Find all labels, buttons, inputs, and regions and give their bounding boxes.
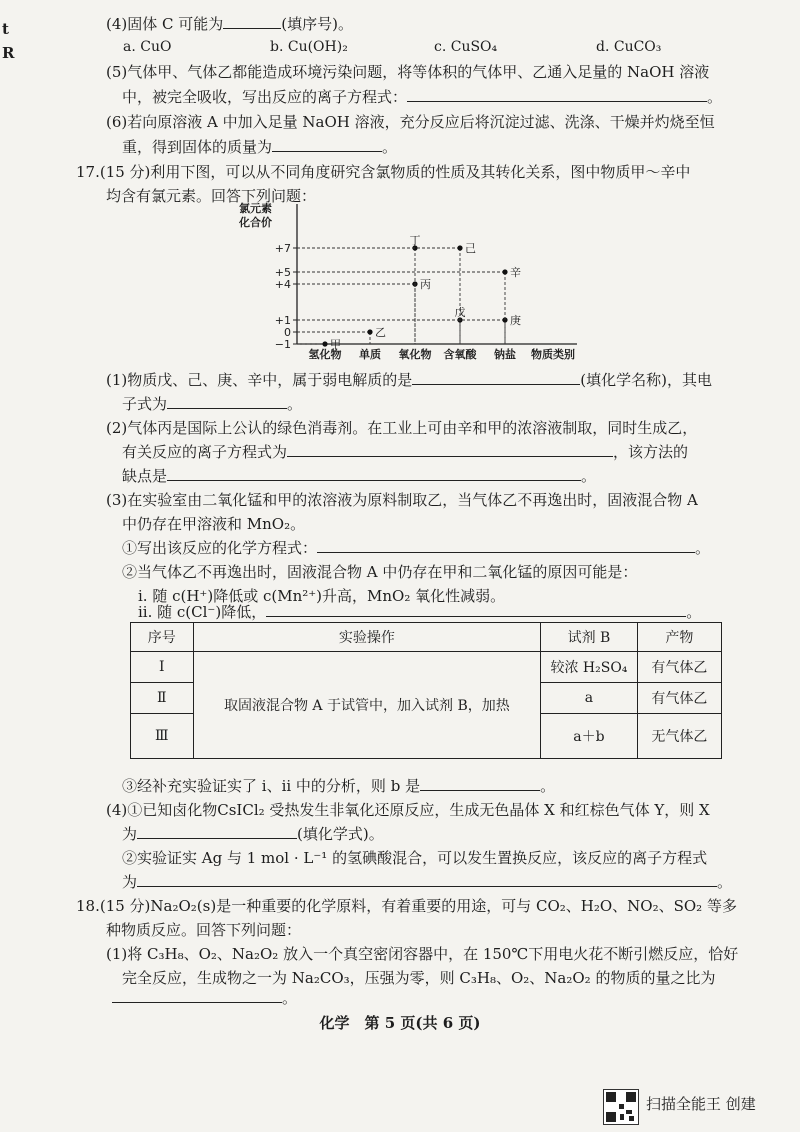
edge-mark: t: [2, 20, 9, 38]
q17-part2-line3: 缺点是 。: [122, 467, 597, 485]
data-point: [322, 341, 327, 346]
q16-part6-line2: 重，得到固体的质量为 。: [122, 138, 398, 156]
y-tick-label: +4: [274, 278, 291, 291]
answer-blank[interactable]: [137, 872, 717, 887]
q17-part4-line1: (4)①已知卤化物CsICl₂ 受热发生非氧化还原反应，生成无色晶体 X 和红棕色气体 Y，则 X: [106, 801, 710, 819]
answer-blank[interactable]: [407, 87, 707, 102]
q17-part4-line2: 为 (填化学式)。: [122, 825, 384, 843]
chlorine-valence-chart: [225, 196, 585, 361]
table-row: [131, 652, 722, 683]
q17-part3-reason-ii: ii. 随 c(Cl⁻)降低， 。: [138, 603, 702, 621]
q17-part2-line1: (2)气体丙是国际上公认的绿色消毒剂。在工业上可由辛和甲的浓溶液制取，同时生成乙，: [106, 419, 698, 437]
edge-mark: R: [2, 44, 15, 62]
product-cell: 无气体乙: [637, 714, 721, 759]
x-tick-label: 氧化物: [398, 348, 432, 361]
reagent-cell: a＋b: [541, 714, 637, 759]
point-label: 丁: [409, 234, 421, 247]
answer-blank[interactable]: [167, 394, 287, 409]
option-a: a. CuO: [123, 39, 172, 55]
q17-header-line2: 均含有氯元素。回答下列问题：: [106, 187, 317, 205]
answer-blank[interactable]: [412, 370, 580, 385]
experiment-table: [130, 622, 722, 759]
q18-part1-line2: 完全反应，生成物之一为 Na₂CO₃，压强为零，则 C₃H₈、O₂、Na₂O₂ 的物质的量之比为: [122, 969, 716, 987]
q17-part1-line1: (1)物质戊、己、庚、辛中，属于弱电解质的是 (填化学名称)，其电: [106, 371, 712, 389]
q17-part3-line1: (3)在实验室由二氧化锰和甲的浓溶液为原料制取乙，当气体乙不再逸出时，固液混合物 A: [106, 491, 698, 509]
q18-part1-line3: 。: [112, 988, 297, 1008]
answer-blank[interactable]: [266, 602, 686, 617]
q17-part3-sub3: ③经补充实验证实了 i、ii 中的分析，则 b 是 。: [122, 777, 556, 795]
q17-part4-sub2-line1: ②实验证实 Ag 与 1 mol · L⁻¹ 的氢碘酸混合，可以发生置换反应，该反应的离子方程式: [122, 849, 708, 867]
q16-part4: (4)固体 C 可能为 (填序号)。: [106, 15, 353, 33]
point-label: 己: [465, 242, 476, 255]
row-number: Ⅱ: [131, 683, 194, 714]
col-header: 试剂 B: [541, 623, 637, 652]
answer-blank[interactable]: [137, 824, 297, 839]
q17-part3-line2: 中仍存在甲溶液和 MnO₂。: [122, 515, 306, 533]
row-number: Ⅲ: [131, 714, 194, 759]
chart-axes: [238, 201, 577, 361]
y-tick-label: 0: [284, 326, 291, 339]
x-tick-label: 钠盐: [494, 348, 516, 361]
q17-part3-reason-i: i. 随 c(H⁺)降低或 c(Mn²⁺)升高，MnO₂ 氧化性减弱。: [138, 587, 506, 605]
answer-blank[interactable]: [287, 442, 613, 457]
q17-part3-sub2: ②当气体乙不再逸出时，固液混合物 A 中仍存在甲和二氧化锰的原因可能是：: [122, 563, 638, 581]
page-footer: 化学 第 5 页(共 6 页): [319, 1014, 481, 1032]
product-cell: 有气体乙: [637, 652, 721, 683]
point-label: 乙: [375, 326, 386, 339]
option-d: d. CuCO₃: [596, 39, 662, 55]
point-label: 戊: [454, 306, 466, 319]
y-tick-label: +5: [274, 266, 291, 279]
product-cell: 有气体乙: [637, 683, 721, 714]
experiment-operation: 取固液混合物 A 于试管中，加入试剂 B，加热: [193, 652, 541, 759]
point-label: 庚: [510, 314, 521, 327]
option-c: c. CuSO₄: [434, 39, 498, 55]
point-label: 甲: [330, 338, 341, 351]
answer-blank[interactable]: [317, 538, 695, 553]
q17-part2-line2: 有关反应的离子方程式为 ，该方法的: [122, 443, 689, 461]
point-label: 辛: [510, 266, 521, 279]
data-point: [502, 269, 507, 274]
row-number: Ⅰ: [131, 652, 194, 683]
q16-part5-line1: (5)气体甲、气体乙都能造成环境污染问题，将等体积的气体甲、乙通入足量的 NaOH 溶液: [106, 63, 710, 81]
option-b: b. Cu(OH)₂: [270, 39, 348, 55]
qr-code-icon: [603, 1089, 639, 1125]
chart-marks: [297, 234, 521, 351]
reagent-cell: a: [541, 683, 637, 714]
reagent-cell: 较浓 H₂SO₄: [541, 652, 637, 683]
q16-part6-line1: (6)若向原溶液 A 中加入足量 NaOH 溶液，充分反应后将沉淀过滤、洗涤、干燥并灼烧至恒: [106, 113, 715, 131]
answer-blank[interactable]: [272, 137, 382, 152]
scanner-watermark: 扫描全能王 创建: [646, 1095, 756, 1113]
q18-header-line1: 18.(15 分)Na₂O₂(s)是一种重要的化学原料，有着重要的用途，可与 CO₂、H₂O、NO₂、SO₂ 等多: [76, 897, 737, 915]
q16-part5-line2: 中，被完全吸收，写出反应的离子方程式： 。: [122, 88, 723, 106]
q18-header-line2: 种物质反应。回答下列问题：: [106, 921, 302, 939]
answer-blank[interactable]: [420, 776, 540, 791]
q17-part3-sub1: ①写出该反应的化学方程式： 。: [122, 539, 711, 557]
answer-blank[interactable]: [223, 14, 281, 29]
q18-part1-line1: (1)将 C₃H₈、O₂、Na₂O₂ 放入一个真空密闭容器中，在 150℃下用电火花不断引燃反应，恰好: [106, 945, 739, 963]
q17-part4-sub2-line2: 为 。: [122, 873, 733, 891]
y-tick-label: +7: [274, 242, 291, 255]
y-tick-label: +1: [274, 314, 291, 327]
point-label: 丙: [420, 278, 431, 291]
answer-blank[interactable]: [167, 466, 581, 481]
x-tick-label: 氢化物: [308, 348, 342, 361]
x-tick-label: 单质: [359, 348, 381, 361]
col-header: 产物: [637, 623, 721, 652]
table-header-row: [131, 623, 722, 652]
col-header: 实验操作: [193, 623, 541, 652]
x-tick-label: 含氧酸: [443, 348, 477, 361]
y-axis-label: 氯元素: [239, 202, 272, 215]
y-axis-label: 化合价: [239, 216, 272, 229]
x-axis-label: 物质类别: [531, 348, 575, 361]
data-point: [367, 329, 372, 334]
q17-header-line1: 17.(15 分)利用下图，可以从不同角度研究含氯物质的性质及其转化关系，图中物质甲～辛中: [76, 163, 691, 181]
q17-part1-line2: 子式为 。: [122, 395, 303, 413]
y-tick-label: −1: [274, 338, 291, 351]
answer-blank[interactable]: [112, 988, 282, 1003]
data-point: [457, 245, 462, 250]
col-header: 序号: [131, 623, 194, 652]
